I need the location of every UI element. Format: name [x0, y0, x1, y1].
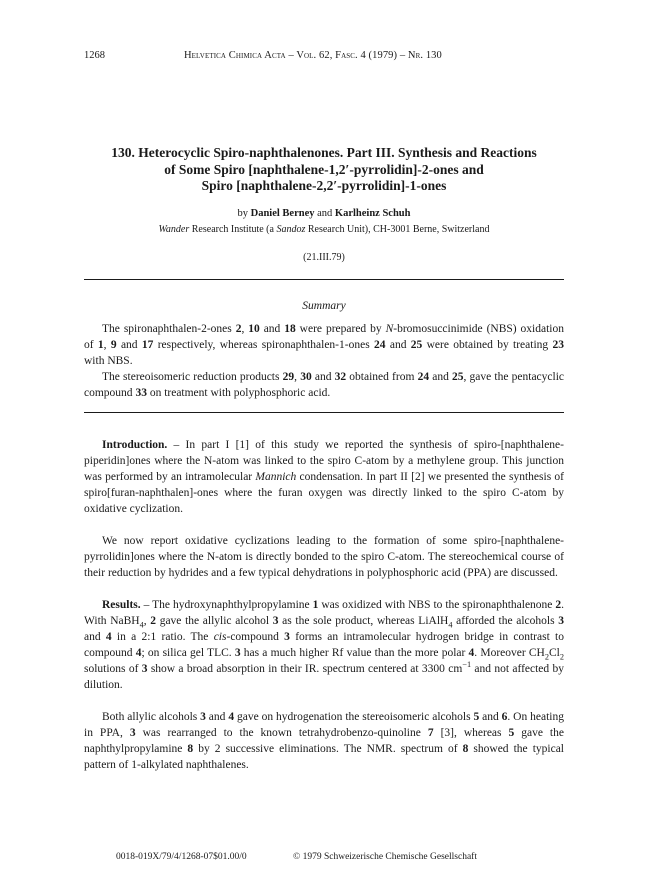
title-line-2: of Some Spiro [naphthalene-1,2′-pyrrolidin]-2-ones and: [164, 161, 484, 177]
author-1: Daniel Berney: [250, 208, 315, 219]
title-line-1: 130. Heterocyclic Spiro-naphthalenones. Part III. Synthesis and Reactions: [111, 145, 537, 160]
journal-citation: Helvetica Chimica Acta – Vol. 62, Fasc. 4 (1979) – Nr. 130: [184, 50, 442, 61]
affil-wander: Wander: [158, 224, 190, 235]
affil-sandoz: Sandoz: [276, 224, 306, 235]
page-number: 1268: [84, 50, 105, 61]
received-date: (21.III.79): [303, 252, 345, 263]
summary-paragraph-2: The stereoisomeric reduction products 29, 30 and 32 obtained from 24 and 25, gave the pentacyclic compound 33 on treatment with polyphosphoric acid.: [84, 371, 565, 399]
author-2: Karlheinz Schuh: [334, 208, 411, 219]
by-word: by: [237, 208, 248, 219]
title-line-3: Spiro [naphthalene-2,2′-pyrrolidin]-1-ones: [201, 178, 447, 193]
summary-bottom-rule: [84, 412, 564, 413]
introduction-paragraph-1: Introduction. – In part I [1] of this study we reported the synthesis of spiro-[naphthalene-piperidin]ones where the N-atom was linked to the spiro C-atom by a methylene group. This junction was performed by an intramolecular Mannich condensation. In part II [2] we presented the synthesis of spiro[furan-naphthalen]-ones where the furan oxygen was directly linked to the spiro C-atom by oxidative cyclization.: [84, 439, 564, 515]
author-line: [84, 207, 564, 220]
affil-part-2: Research Unit), CH-3001 Berne, Switzerland: [307, 224, 490, 235]
affil-part-1: Research Institute (a: [191, 224, 274, 235]
summary-top-rule: [84, 279, 564, 280]
summary-paragraph-1: The spironaphthalen-2-ones 2, 10 and 18 were prepared by N-bromosuccinimide (NBS) oxidation of 1, 9 and 17 respectively, whereas spironaphthalen-1-ones 24 and 25 were obtained by treating 23 with NBS.: [84, 323, 564, 367]
results-paragraph-1: Results. – The hydroxynaphthylpropylamine 1 was oxidized with NBS to the spironaphthalenone 2. With NaBH$_4$, 2 gave the allylic alcohol 3 as the sole product, whereas LiAlH$_4$ afforded the alcohols 3 and 4 in a 2:1 ratio. The cis-compound 3 forms an intramolecular hydrogen bridge in contrast to compound 4; on silica gel TLC. 3 has a much higher Rf value than the more polar 4. Moreover $CH_2Cl_2$ solutions of 3 show a broad absorption in their IR. spectrum centered at 3300 $cm^{-1}$ and not affected by dilution.: [84, 599, 565, 691]
article-code: 0018-019X/79/4/1268-07$01.00/0: [116, 852, 247, 862]
introduction-paragraph-2: We now report oxidative cyclizations leading to the formation of some spiro-[naphthalene-pyrrolidin]ones where the N-atom is directly bonded to the spiro C-atom. The stereochemical course of their reduction by hydrides and a few typical dehydrations in polyphosphoric acid (PPA) are discussed.: [84, 535, 564, 579]
affiliation: [84, 223, 564, 236]
and-word: and: [317, 208, 333, 219]
copyright-notice: © 1979 Schweizerische Chemische Gesellschaft: [293, 852, 477, 862]
summary-heading: Summary: [302, 300, 346, 312]
results-paragraph-2: Both allylic alcohols 3 and 4 gave on hydrogenation the stereoisomeric alcohols 5 and 6. On heating in PPA, 3 was rearranged to the known tetrahydrobenzo-quinoline 7 [3], whereas 5 gave the naphthylpropylamine 8 by 2 successive eliminations. The NMR. spectrum of 8 showed the typical pattern of 1-alkylated naphthalenes.: [84, 711, 565, 771]
article-title: [84, 145, 564, 195]
